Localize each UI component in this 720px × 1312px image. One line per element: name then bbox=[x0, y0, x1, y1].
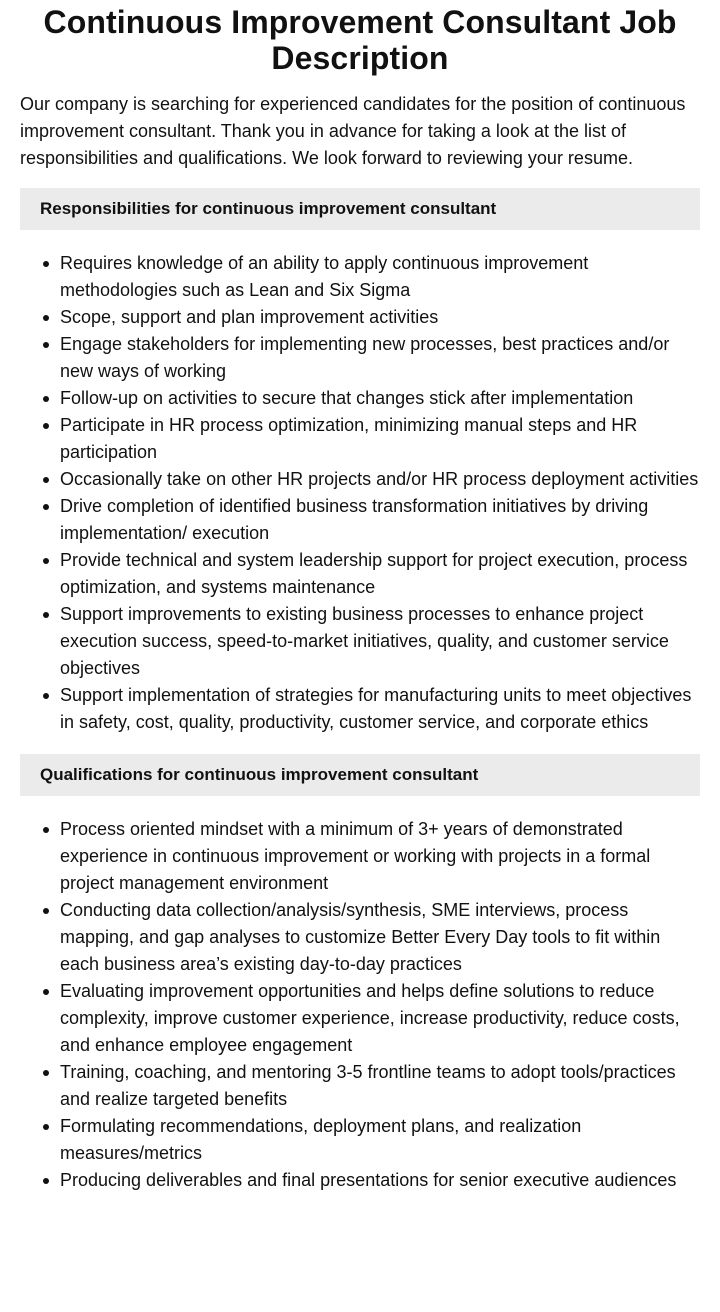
list-item: Support improvements to existing business processes to enhance project execution success, speed-to-market initiatives, quality, and customer service objectives bbox=[60, 601, 700, 682]
list-item: Producing deliverables and final presentations for senior executive audiences bbox=[60, 1167, 700, 1194]
responsibilities-list bbox=[20, 250, 700, 736]
list-item: Provide technical and system leadership support for project execution, process optimization, and systems maintenance bbox=[60, 547, 700, 601]
qualifications-heading: Qualifications for continuous improvement consultant bbox=[20, 754, 700, 796]
list-item: Process oriented mindset with a minimum of 3+ years of demonstrated experience in continuous improvement or working with projects in a formal project management environment bbox=[60, 816, 700, 897]
list-item: Support implementation of strategies for manufacturing units to meet objectives in safety, cost, quality, productivity, customer service, and corporate ethics bbox=[60, 682, 700, 736]
list-item: Formulating recommendations, deployment plans, and realization measures/metrics bbox=[60, 1113, 700, 1167]
list-item: Engage stakeholders for implementing new processes, best practices and/or new ways of working bbox=[60, 331, 700, 385]
job-description-page bbox=[0, 4, 720, 1194]
intro-paragraph: Our company is searching for experienced candidates for the position of continuous improvement consultant. Thank you in advance for taking a look at the list of responsibilities and qualifications. We look forward to reviewing your resume. bbox=[20, 94, 686, 168]
list-item: Scope, support and plan improvement activities bbox=[60, 304, 700, 331]
list-item: Training, coaching, and mentoring 3-5 frontline teams to adopt tools/practices and realize targeted benefits bbox=[60, 1059, 700, 1113]
responsibilities-heading: Responsibilities for continuous improvement consultant bbox=[20, 188, 700, 230]
list-item: Conducting data collection/analysis/synthesis, SME interviews, process mapping, and gap analyses to customize Better Every Day tools to fit within each business area’s existing day-to-day practices bbox=[60, 897, 700, 978]
list-item: Requires knowledge of an ability to apply continuous improvement methodologies such as Lean and Six Sigma bbox=[60, 250, 700, 304]
list-item: Drive completion of identified business transformation initiatives by driving implementation/ execution bbox=[60, 493, 700, 547]
list-item: Participate in HR process optimization, minimizing manual steps and HR participation bbox=[60, 412, 700, 466]
qualifications-list bbox=[20, 816, 700, 1194]
page-title: Continuous Improvement Consultant Job Description bbox=[43, 4, 677, 76]
list-item: Occasionally take on other HR projects and/or HR process deployment activities bbox=[60, 466, 700, 493]
list-item: Evaluating improvement opportunities and helps define solutions to reduce complexity, improve customer experience, increase productivity, reduce costs, and enhance employee engagement bbox=[60, 978, 700, 1059]
list-item: Follow-up on activities to secure that changes stick after implementation bbox=[60, 385, 700, 412]
